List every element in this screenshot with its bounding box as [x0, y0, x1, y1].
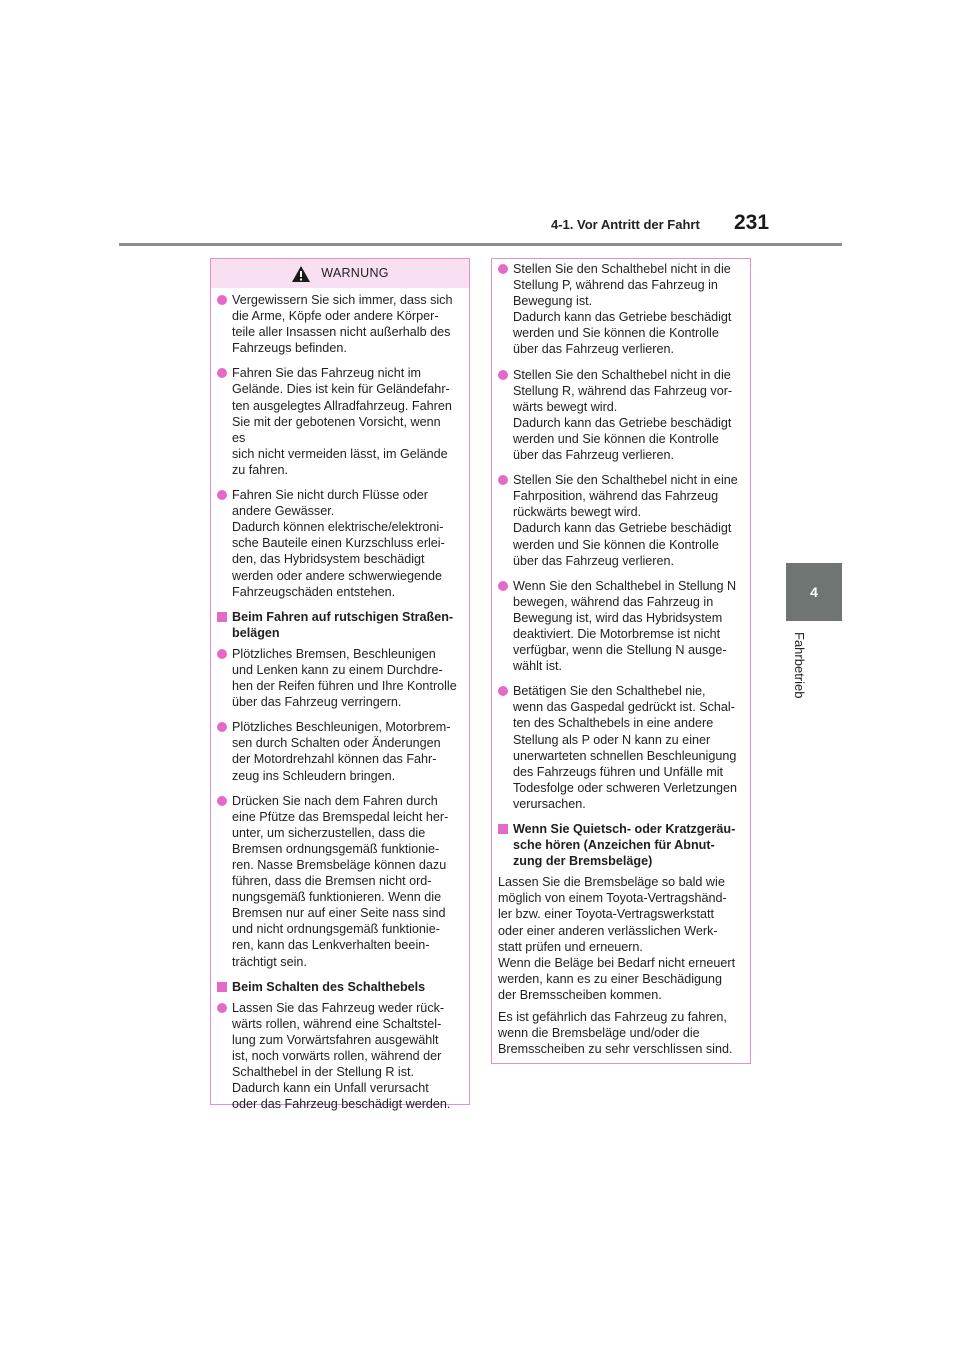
square-marker-icon: [498, 824, 508, 834]
list-item: [217, 646, 457, 710]
warning-box-left: [210, 258, 470, 1112]
page-number: 231: [734, 211, 770, 234]
chapter-number: 4: [810, 584, 818, 600]
subheading-slippery-roads: [217, 609, 457, 641]
subheading-text: Beim Fahren auf rutschigen Straßen- belägen: [232, 609, 454, 640]
bullet-dot-icon: [498, 264, 508, 274]
header-divider: [119, 243, 842, 246]
list-item: [498, 683, 740, 812]
subheading-shifting: [217, 979, 457, 995]
list-item: [217, 719, 457, 783]
list-item-text: Plötzliches Beschleunigen, Motorbrem- sen durch Schalten oder Änderungen der Motordrehzahl können das Fahr- zeug ins Schleudern bringen.: [232, 720, 451, 783]
bullet-dot-icon: [498, 475, 508, 485]
list-item: [498, 472, 740, 569]
bullet-dot-icon: [498, 581, 508, 591]
subheading-text: Wenn Sie Quietsch- oder Kratzgeräu- sche hören (Anzeichen für Abnut- zung der Bremsbeläge): [513, 822, 736, 869]
list-item-text: Wenn Sie den Schalthebel in Stellung N bewegen, während das Fahrzeug in Bewegung ist, wird das Hybridsystem deaktiviert. Die Motorbremse ist nicht verfügbar, wenn die Stellung N ausge- wählt ist.: [513, 578, 737, 674]
list-item: [217, 487, 457, 600]
list-item-text: Lassen Sie das Fahrzeug weder rück- wärts rollen, während eine Schaltstel- lung zum Vorwärtsfahren ausgewählt ist, noch vorwärts rollen, während der Schalthebel in der Stellung R ist. Dadurch kann ein Unfall verursacht oder das Fahrzeug beschädigt werden.: [232, 1000, 451, 1112]
chapter-tab[interactable]: [786, 563, 842, 621]
square-marker-icon: [217, 982, 227, 992]
list-item: [498, 261, 740, 358]
warning-triangle-icon: [291, 265, 311, 283]
section-title: 4-1. Vor Antritt der Fahrt: [551, 217, 700, 232]
bullet-dot-icon: [498, 686, 508, 696]
list-item-text: Fahren Sie das Fahrzeug nicht im Gelände. Dies ist kein für Geländefahr- ten ausgelegtes Allradfahrzeug. Fahren Sie mit der gebotenen Vorsicht, wenn es sich nicht vermeiden lässt, im Gelände zu fahren.: [232, 366, 452, 477]
list-item-text: Drücken Sie nach dem Fahren durch eine Pfütze das Bremspedal leicht her- unter, um sicherzustellen, dass die Bremsen ordnungsgemäß funktionie- ren. Nasse Bremsbeläge können dazu führen, dass die Bremsen nicht ord- nungsgemäß funktionieren. Wenn die Bremsen nur auf einer Seite nass sind und nicht ordnungsgemäß funktionie- ren, kann das Lenkverhalten beein- trächtigt sein.: [232, 793, 449, 969]
bullet-dot-icon: [217, 1003, 227, 1013]
list-item: [217, 365, 457, 478]
list-item: [217, 1000, 457, 1113]
paragraph: Es ist gefährlich das Fahrzeug zu fahren, wenn die Bremsbeläge und/oder die Bremsscheiben zu sehr verschlissen sind.: [498, 1010, 733, 1057]
list-item: [498, 578, 740, 675]
square-marker-icon: [217, 612, 227, 622]
list-item-text: Plötzliches Bremsen, Beschleunigen und Lenken kann zu einem Durchdre- hen der Reifen führen und Ihre Kontrolle über das Fahrzeug verringern.: [232, 646, 457, 710]
bullet-dot-icon: [217, 722, 227, 732]
bullet-dot-icon: [217, 490, 227, 500]
list-item: [217, 793, 457, 970]
list-item: [217, 292, 457, 356]
bullet-dot-icon: [217, 649, 227, 659]
list-item-text: Stellen Sie den Schalthebel nicht in die Stellung P, während das Fahrzeug in Bewegung ist. Dadurch kann das Getriebe beschädigt werden und Sie können die Kontrolle über das Fahrzeug verlieren.: [513, 262, 732, 357]
subheading-brake-wear: [498, 821, 740, 869]
paragraph: Lassen Sie die Bremsbeläge so bald wie möglich von einem Toyota-Vertragshänd- ler bzw. einer Toyota-Vertragswerkstatt oder einer anderen verlässlichen Werk- statt prüfen und erneuern. Wenn die Beläge bei Bedarf nicht erneuert werden, kann es zu einer Beschädigung der Bremsscheiben kommen.: [498, 875, 736, 1002]
bullet-dot-icon: [217, 368, 227, 378]
bullet-dot-icon: [498, 370, 508, 380]
list-item-text: Stellen Sie den Schalthebel nicht in die Stellung R, während das Fahrzeug vor- wärts bewegt wird. Dadurch kann das Getriebe beschädigt werden und Sie können die Kontrolle über das Fahrzeug verlieren.: [513, 367, 733, 463]
warning-title: WARNUNG: [321, 266, 389, 281]
warning-box-right: [491, 258, 751, 1064]
list-item-text: Fahren Sie nicht durch Flüsse oder andere Gewässer. Dadurch können elektrische/elektroni- sche Bauteile einen Kurzschluss erlei- den, das Hybridsystem beschädigt werden oder andere schwerwiegende Fahrzeugschäden entstehen.: [232, 488, 445, 599]
list-item-text: Betätigen Sie den Schalthebel nie, wenn das Gaspedal gedrückt ist. Schal- ten des Schalthebels in eine andere Stellung als P oder N kann zu einer unerwarteten schnellen Beschleunigung des Fahrzeugs führen und Unfälle mit Todesfolge oder schweren Verletzungen verursachen.: [513, 684, 738, 811]
list-item-text: Vergewissern Sie sich immer, dass sich die Arme, Köpfe oder andere Körper- teile aller Insassen nicht außerhalb des Fahrzeugs befinden.: [232, 293, 453, 356]
bullet-dot-icon: [217, 796, 227, 806]
chapter-label: Fahrbetrieb: [792, 632, 807, 699]
list-item: [498, 367, 740, 464]
bullet-dot-icon: [217, 295, 227, 305]
list-item-text: Stellen Sie den Schalthebel nicht in eine Fahrposition, während das Fahrzeug rückwärts bewegt wird. Dadurch kann das Getriebe beschädigt werden und Sie können die Kontrolle über das Fahrzeug verlieren.: [513, 473, 738, 568]
warning-header: [211, 259, 469, 288]
subheading-text: Beim Schalten des Schalthebels: [232, 979, 426, 994]
